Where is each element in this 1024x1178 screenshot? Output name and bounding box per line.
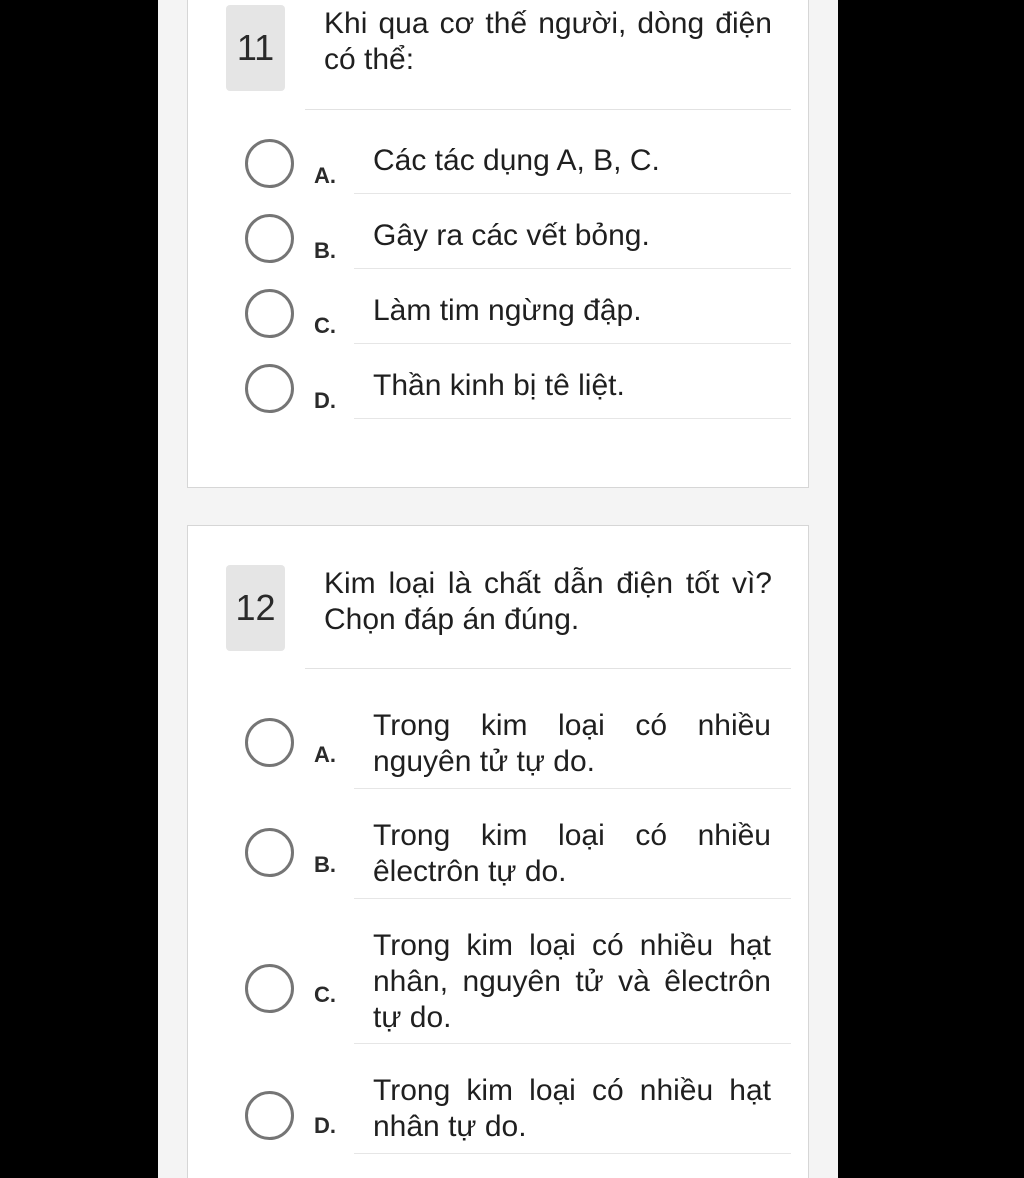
question-card-11 (187, 0, 809, 488)
option-text: Các tác dụng A, B, C. (373, 144, 660, 177)
option-letter: C. (314, 313, 336, 338)
question-text: Khi qua cơ thế người, dòng điện có thể: (324, 7, 772, 76)
radio-button[interactable] (245, 214, 294, 263)
option-d[interactable] (188, 1071, 810, 1161)
option-text: Trong kim loại có nhiều êlectrôn tự do. (373, 819, 771, 888)
option-text: Trong kim loại có nhiều nguyên tử tự do. (373, 709, 771, 778)
quiz-scroll-area[interactable] (158, 0, 838, 1178)
divider (354, 343, 791, 344)
divider (354, 898, 791, 899)
option-letter: C. (314, 982, 336, 1007)
option-text: Làm tim ngừng đập. (373, 294, 642, 327)
radio-button[interactable] (245, 964, 294, 1013)
option-a[interactable] (188, 129, 810, 199)
radio-button[interactable] (245, 1091, 294, 1140)
option-letter: B. (314, 852, 336, 877)
option-text: Trong kim loại có nhiều hạt nhân, nguyên tử và êlectrôn tự do. (373, 929, 771, 1034)
divider (354, 268, 791, 269)
question-card-12 (187, 525, 809, 1178)
divider (305, 668, 791, 669)
option-letter: D. (314, 388, 336, 413)
option-text: Gây ra các vết bỏng. (373, 219, 650, 252)
radio-button[interactable] (245, 828, 294, 877)
divider (354, 193, 791, 194)
option-d[interactable] (188, 354, 810, 424)
divider (354, 1043, 791, 1044)
option-b[interactable] (188, 204, 810, 274)
question-text: Kim loại là chất dẫn điện tốt vì? Chọn đáp án đúng. (324, 567, 772, 636)
radio-button[interactable] (245, 718, 294, 767)
radio-button[interactable] (245, 364, 294, 413)
radio-button[interactable] (245, 139, 294, 188)
question-number: 11 (226, 5, 285, 91)
divider (354, 1153, 791, 1154)
option-b[interactable] (188, 816, 810, 901)
question-number: 12 (226, 565, 285, 651)
option-text: Thần kinh bị tê liệt. (373, 369, 625, 402)
option-letter: A. (314, 742, 336, 767)
divider (354, 788, 791, 789)
option-letter: D. (314, 1113, 336, 1138)
divider (305, 109, 791, 110)
option-letter: B. (314, 238, 336, 263)
option-letter: A. (314, 163, 336, 188)
divider (354, 418, 791, 419)
option-c[interactable] (188, 279, 810, 349)
option-a[interactable] (188, 706, 810, 791)
option-text: Trong kim loại có nhiều hạt nhân tự do. (373, 1074, 771, 1143)
radio-button[interactable] (245, 289, 294, 338)
option-c[interactable] (188, 926, 810, 1046)
